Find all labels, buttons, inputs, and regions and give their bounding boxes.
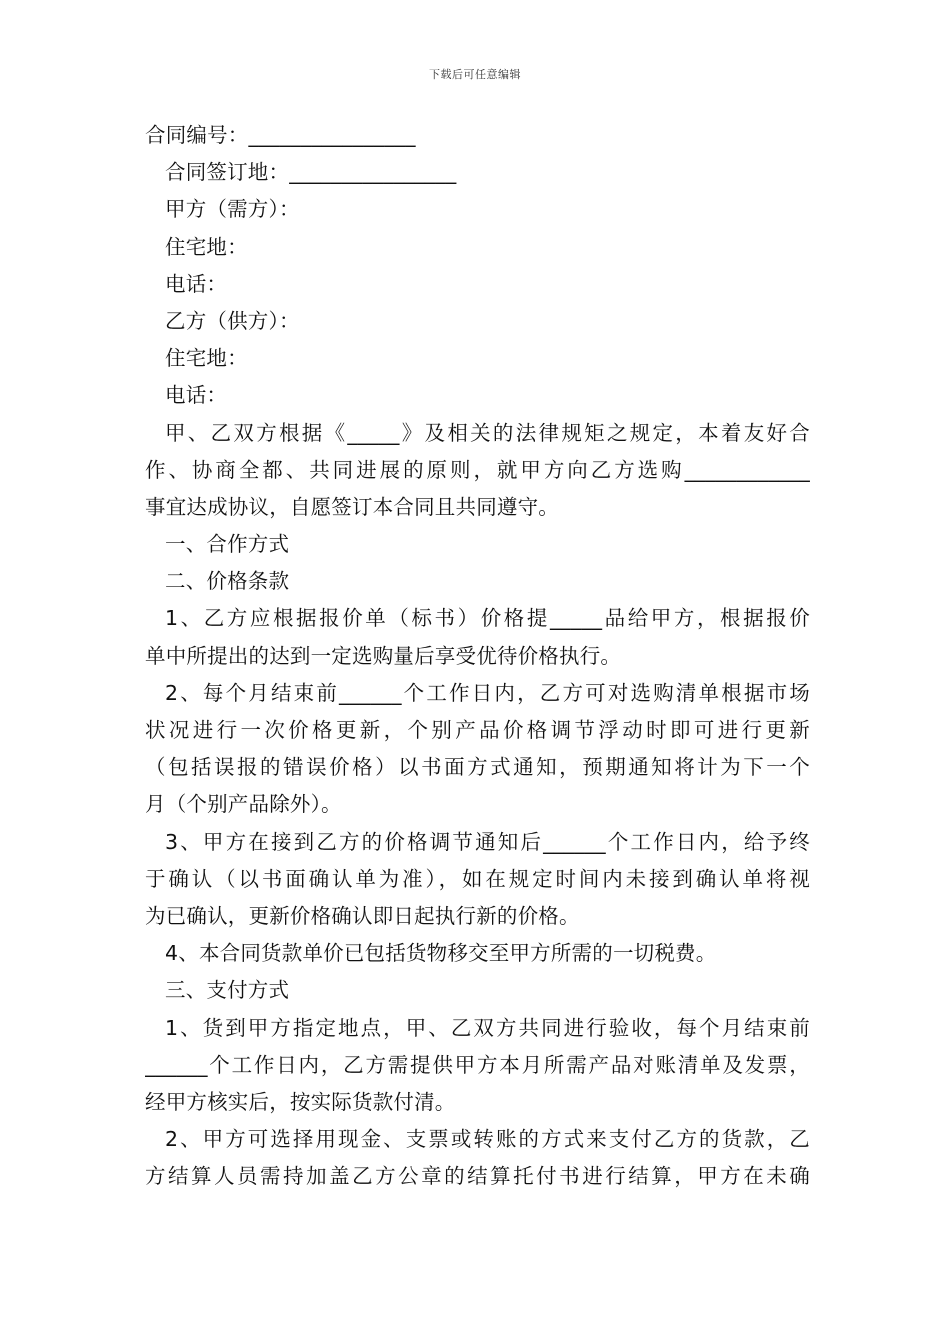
paragraph-line: 1、乙方应根据报价单（标书）价格提_____品给甲方，根据报价 (165, 606, 810, 631)
paragraph-line: 事宜达成协议，自愿签订本合同且共同遵守。 (145, 494, 559, 519)
paragraph-line: 方结算人员需持加盖乙方公章的结算托付书进行结算，甲方在未确 (145, 1164, 810, 1189)
paragraph-line: 甲、乙双方根据《_____》及相关的法律规矩之规定，本着友好合 (165, 420, 810, 445)
line-party-b-phone: 电话： (165, 383, 228, 408)
paragraph-line: 于确认（以书面确认单为准），如在规定时间内未接到确认单将视 (145, 866, 810, 891)
paragraph-line: 状况进行一次价格更新，个别产品价格调节浮动时即可进行更新 (145, 718, 810, 742)
line-party-a-phone: 电话： (165, 271, 228, 296)
paragraph-line: 作、协商全都、共同进展的原则，就甲方向乙方选购____________ (145, 457, 810, 482)
line-signing-place: 合同签订地：________________ (165, 160, 457, 185)
paragraph-line: 4、本合同货款单价已包括货物移交至甲方所需的一切税费。 (165, 941, 717, 966)
line-party-b-address: 住宅地： (165, 346, 248, 371)
paragraph-line: 2、甲方可选择用现金、支票或转账的方式来支付乙方的货款，乙 (165, 1127, 810, 1152)
paragraph-line: 2、每个月结束前______个工作日内，乙方可对选购清单根据市场 (165, 680, 810, 705)
header-note: 下载后可任意编辑 (429, 68, 521, 81)
paragraph-line: 1、货到甲方指定地点，甲、乙双方共同进行验收，每个月结束前 (165, 1015, 810, 1040)
paragraph-line: 为已确认，更新价格确认即日起执行新的价格。 (145, 903, 580, 928)
line-party-b: 乙方（供方）： (165, 308, 300, 333)
paragraph-line: 单中所提出的达到一定选购量后享受优待价格执行。 (145, 643, 622, 668)
paragraph-line: 3、甲方在接到乙方的价格调节通知后______个工作日内，给予终 (165, 829, 810, 854)
section-heading: 一、合作方式 (165, 532, 290, 557)
line-party-a: 甲方（需方）： (165, 197, 300, 222)
line-contract-number: 合同编号：________________ (145, 123, 416, 147)
paragraph-line: （包括误报的错误价格）以书面方式通知，预期通知将计为下一个 (145, 755, 810, 780)
section-heading: 三、支付方式 (165, 978, 290, 1003)
paragraph-line: 月（个别产品除外）。 (145, 792, 342, 817)
line-party-a-address: 住宅地： (165, 234, 248, 259)
section-heading: 二、价格条款 (165, 569, 290, 594)
paragraph-line: 经甲方核实后，按实际货款付清。 (145, 1089, 456, 1114)
contract-body (145, 117, 810, 1195)
paragraph-line: ______个工作日内，乙方需提供甲方本月所需产品对账清单及发票， (145, 1052, 810, 1077)
